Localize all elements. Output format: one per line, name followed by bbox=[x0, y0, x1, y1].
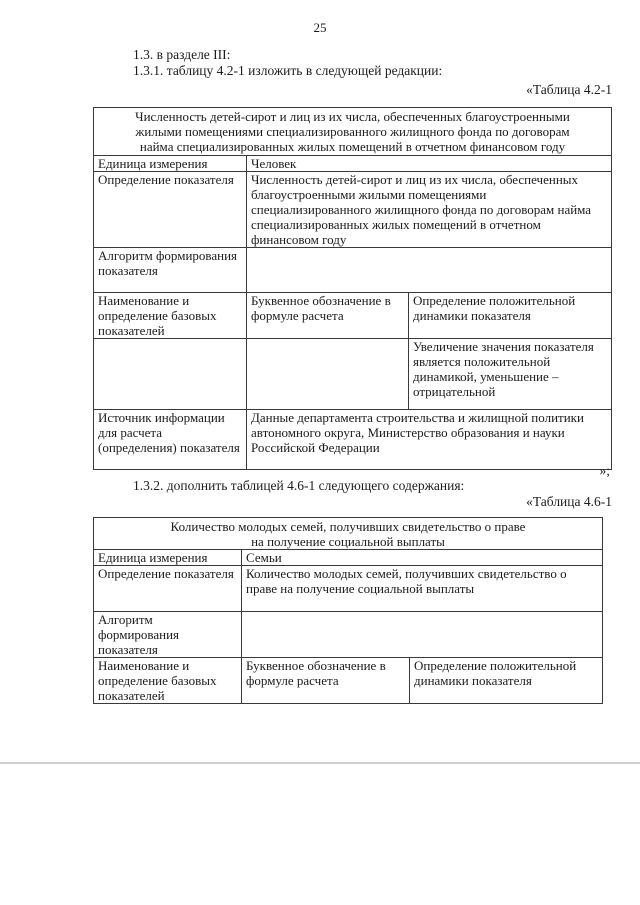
table1-definition-row bbox=[94, 172, 612, 248]
table1-caption: «Таблица 4.2-1 bbox=[526, 82, 612, 97]
table2-algorithm-value bbox=[242, 612, 603, 658]
table1-base-value-row bbox=[94, 339, 612, 410]
table2-unit-value: Семьи bbox=[242, 550, 603, 566]
table1-base-empty bbox=[94, 339, 247, 410]
section-heading: 1.3. в разделе III: bbox=[133, 47, 231, 62]
table1-source-label: Источник информации для расчета (определения) показателя bbox=[94, 410, 247, 470]
table1-algorithm-row bbox=[94, 248, 612, 293]
table1-title-row bbox=[94, 108, 612, 156]
table2-unit-row bbox=[94, 550, 603, 566]
table1-end-mark: »; bbox=[599, 463, 610, 478]
table1-unit-value: Человек bbox=[247, 156, 612, 172]
table1-source-value: Данные департамента строительства и жилищной политики автономного округа, Министерство образования и науки Российской Федерации bbox=[247, 410, 612, 470]
table1-base-label: Наименование и определение базовых показателей bbox=[94, 293, 247, 339]
page-number: 25 bbox=[313, 20, 327, 35]
table1-unit-label: Единица измерения bbox=[94, 156, 247, 172]
table-4-6-1 bbox=[93, 517, 603, 704]
table2-base-label: Наименование и определение базовых показателей bbox=[94, 658, 242, 704]
scan-edge bbox=[0, 762, 640, 764]
table1-algorithm-label: Алгоритм формирования показателя bbox=[94, 248, 247, 293]
table1-definition-value: Численность детей-сирот и лиц из их числа, обеспеченных благоустроенными жилыми помещениями специализированного жилищного фонда по договорам найма специализированных жилых помещений в отчетном финансовом году bbox=[247, 172, 612, 248]
table1-letter-empty bbox=[247, 339, 409, 410]
table1-definition-label: Определение показателя bbox=[94, 172, 247, 248]
table2-title-row bbox=[94, 518, 603, 550]
table1-letter-label: Буквенное обозначение в формуле расчета bbox=[247, 293, 409, 339]
table1-base-header-row bbox=[94, 293, 612, 339]
table1-dynamics-label: Определение положительной динамики показателя bbox=[409, 293, 612, 339]
table1-source-row bbox=[94, 410, 612, 470]
table1-algorithm-value bbox=[247, 248, 612, 293]
table2-dynamics-label: Определение положительной динамики показателя bbox=[410, 658, 603, 704]
table2-base-header-row bbox=[94, 658, 603, 704]
item-1-3-2: 1.3.2. дополнить таблицей 4.6-1 следующего содержания: bbox=[133, 478, 465, 493]
table-4-2-1 bbox=[93, 107, 612, 470]
table2-unit-label: Единица измерения bbox=[94, 550, 242, 566]
table2-title: Количество молодых семей, получивших свидетельство о праве на получение социальной выплаты bbox=[94, 518, 603, 550]
table2-letter-label: Буквенное обозначение в формуле расчета bbox=[242, 658, 410, 704]
table2-definition-row bbox=[94, 566, 603, 612]
item-1-3-1: 1.3.1. таблицу 4.2-1 изложить в следующей редакции: bbox=[133, 63, 443, 78]
table2-definition-label: Определение показателя bbox=[94, 566, 242, 612]
table2-definition-value: Количество молодых семей, получивших свидетельство о праве на получение социальной выплаты bbox=[242, 566, 603, 612]
table1-title: Численность детей-сирот и лиц из их числа, обеспеченных благоустроенными жилыми помещениями специализированного жилищного фонда по договорам найма специализированных жилых помещений в отчетном финансовом году bbox=[94, 108, 612, 156]
table2-caption: «Таблица 4.6-1 bbox=[526, 494, 612, 509]
table2-algorithm-label: Алгоритм формирования показателя bbox=[94, 612, 242, 658]
table2-algorithm-row bbox=[94, 612, 603, 658]
table1-dynamics-value: Увеличение значения показателя является положительной динамикой, уменьшение – отрицательной bbox=[409, 339, 612, 410]
table1-unit-row bbox=[94, 156, 612, 172]
